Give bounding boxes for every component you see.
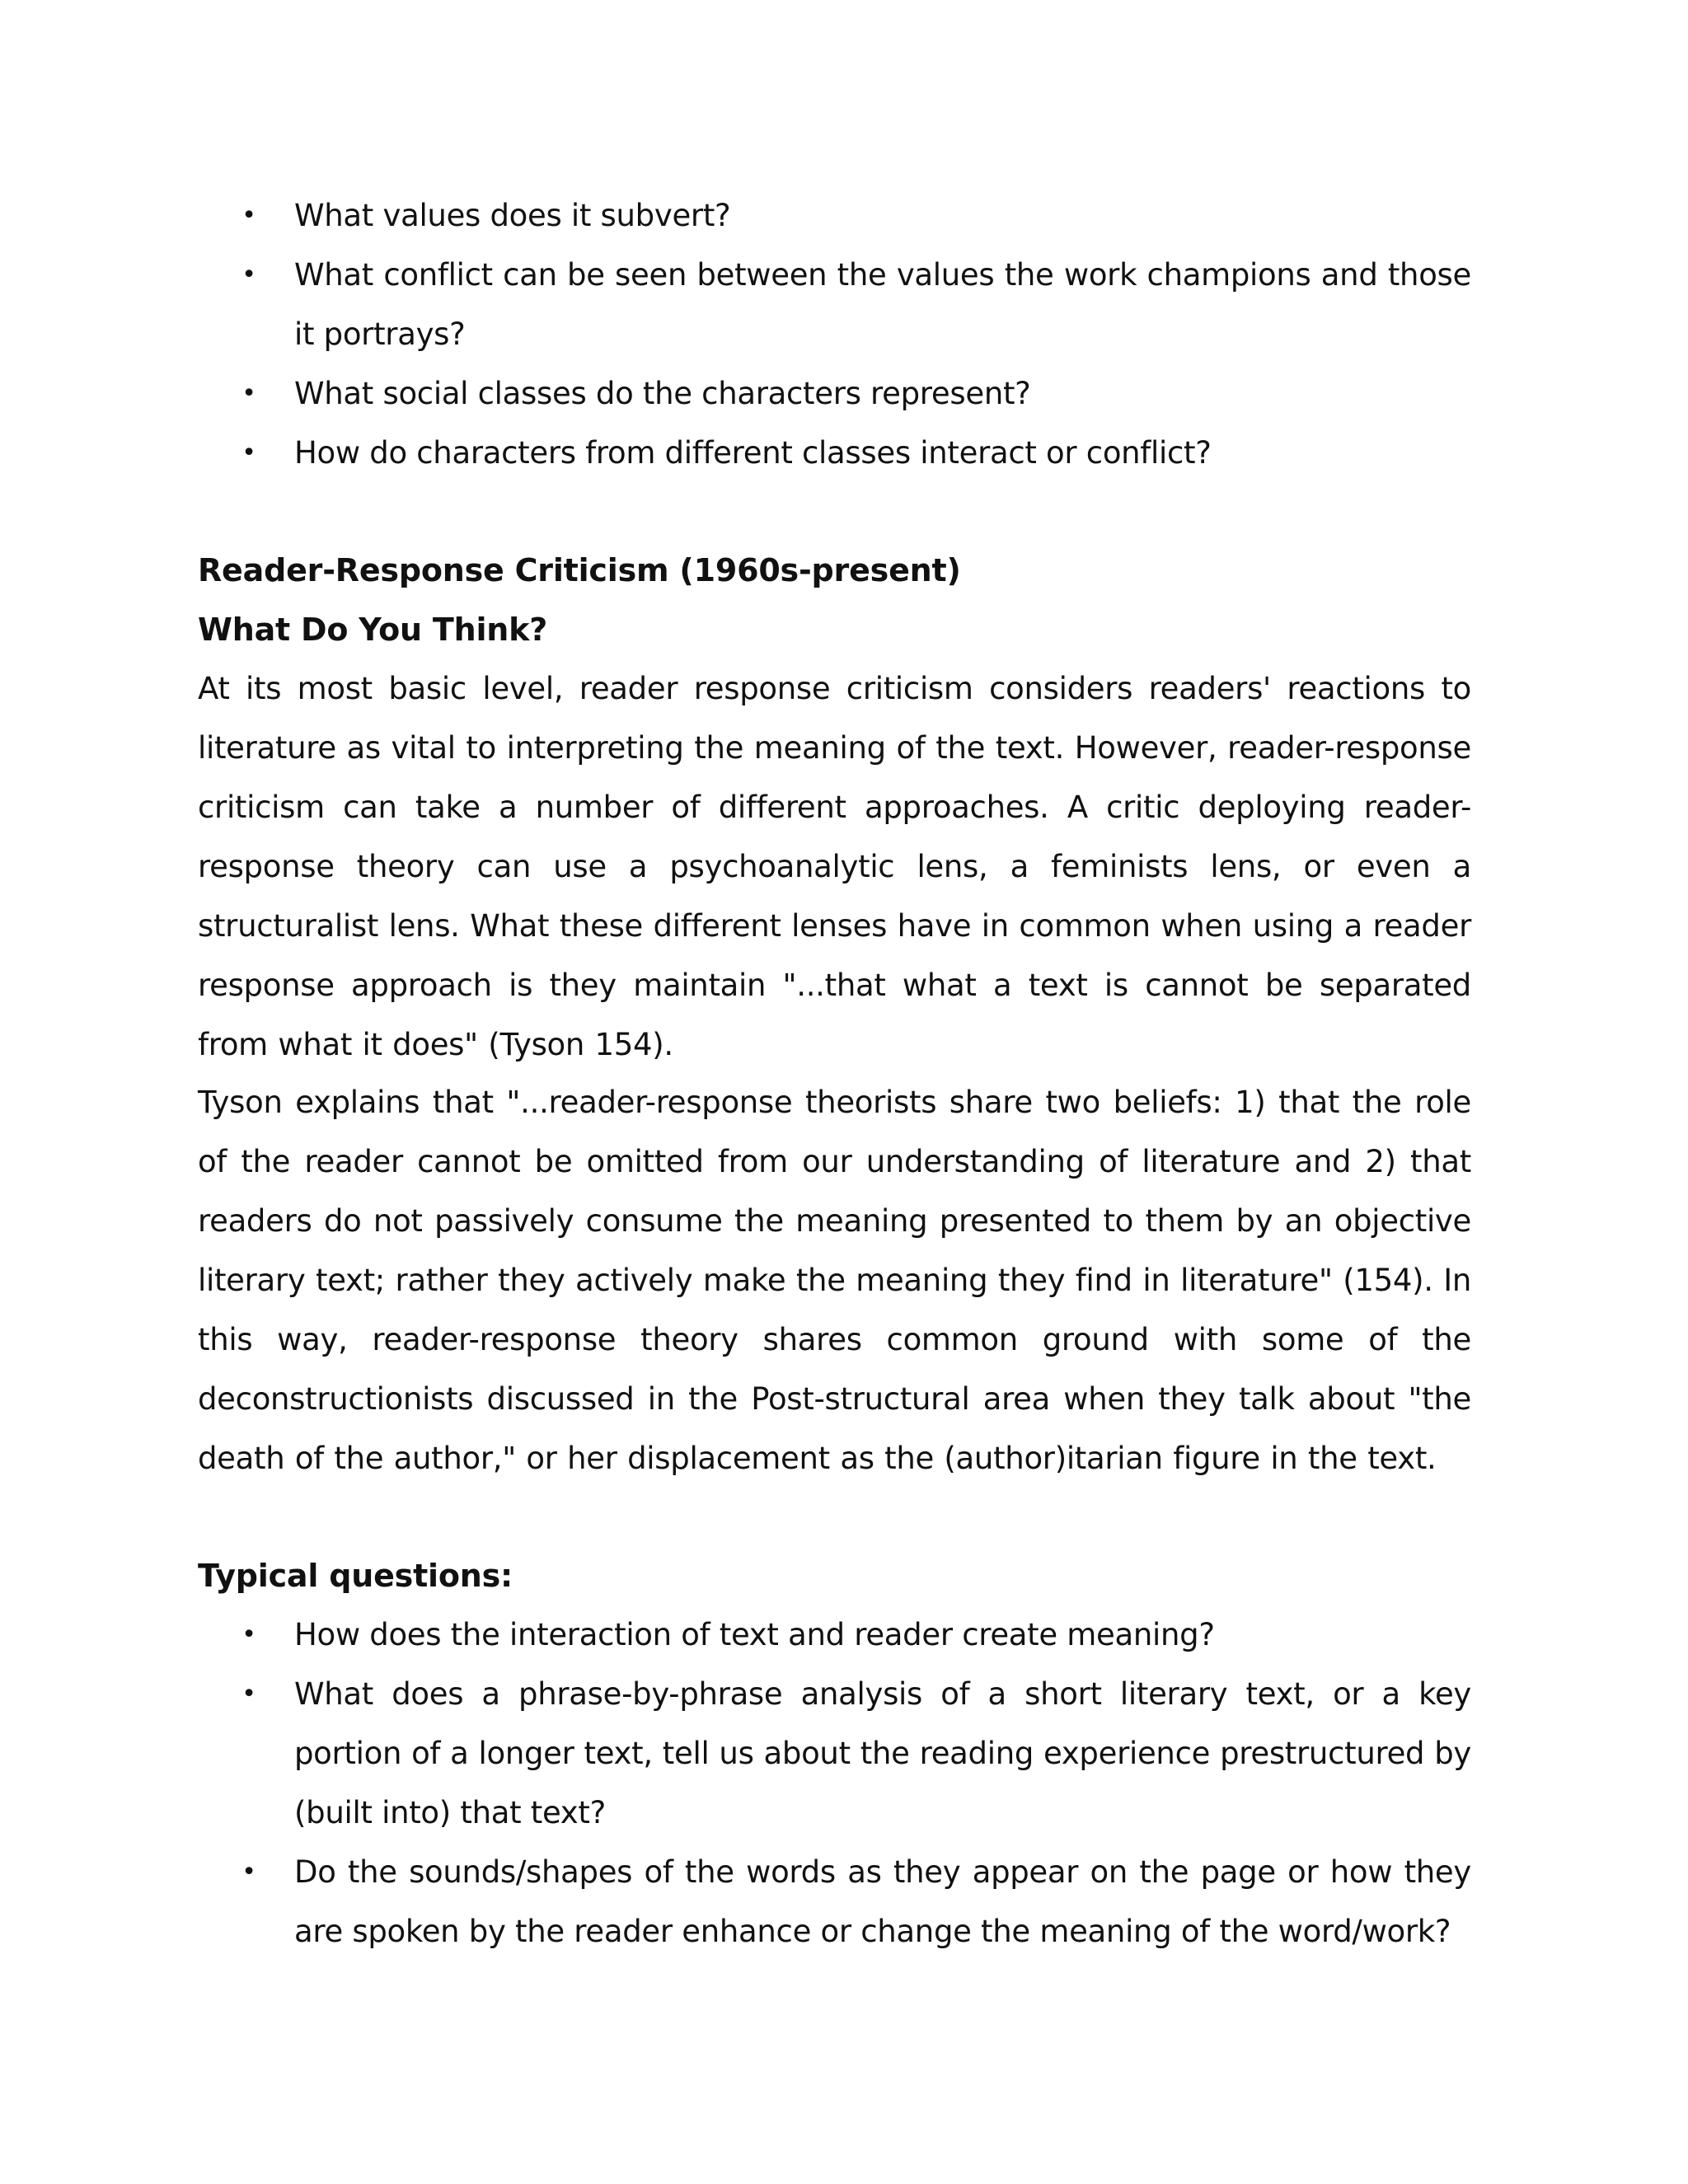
list-item [198, 246, 1471, 364]
typical-questions-block [198, 1546, 1471, 1961]
paragraph-2-block [198, 1073, 1471, 1488]
section-title: Reader-Response Criticism (1960s-present) [198, 552, 961, 588]
list-item [198, 424, 1471, 483]
list-item [198, 1605, 1471, 1665]
question-text: What conflict can be seen between the values the work champions and those it portrays? [294, 257, 1471, 352]
typical-questions-heading: Typical questions: [198, 1558, 513, 1594]
question-text: What values does it subvert? [294, 198, 731, 233]
bullet-icon: • [241, 1620, 256, 1649]
list-item [198, 1843, 1471, 1961]
list-item [198, 364, 1471, 424]
bullet-icon: • [241, 1858, 256, 1886]
top-question-list [198, 186, 1471, 483]
paragraph-1-block [198, 659, 1471, 1075]
top-question-list-block [198, 186, 1471, 483]
paragraph-2: Tyson explains that "...reader-response theorists share two beliefs: 1) that the role of the reader cannot be omitted from our understanding of literature and 2) that readers do not passively consume the meaning presented to them by an objective literary text; rather they actively make the meaning they find in literature" (154). In this way, reader-response theory shares common ground with some of the deconstructionists discussed in the Post-structural area when they talk about "the death of the author," or her displacement as the (author)itarian figure in the text. [198, 1085, 1471, 1476]
question-text: How do characters from different classes interact or conflict? [294, 435, 1212, 471]
bullet-icon: • [241, 379, 256, 408]
bullet-icon: • [241, 1680, 256, 1708]
list-item [198, 1665, 1471, 1843]
bullet-icon: • [241, 201, 256, 230]
question-text: What social classes do the characters represent? [294, 376, 1031, 411]
section-subtitle: What Do You Think? [198, 612, 548, 648]
section-heading-block [198, 541, 1471, 659]
bullet-icon: • [241, 260, 256, 289]
question-text: What does a phrase-by-phrase analysis of a short literary text, or a key portion of a longer text, tell us about the reading experience prestructured by (built into) that text? [294, 1676, 1471, 1830]
typical-question-list [198, 1605, 1471, 1961]
bullet-icon: • [241, 438, 256, 467]
paragraph-1: At its most basic level, reader response criticism considers readers' reactions to literature as vital to interpreting the meaning of the text. However, reader-response criticism can take a number of different approaches. A critic deploying reader-response theory can use a psychoanalytic lens, a feminists lens, or even a structuralist lens. What these different lenses have in common when using a reader response approach is they maintain "...that what a text is cannot be separated from what it does" (Tyson 154). [198, 671, 1471, 1062]
question-text: How does the interaction of text and reader create meaning? [294, 1617, 1215, 1652]
question-text: Do the sounds/shapes of the words as they appear on the page or how they are spoken by the reader enhance or change the meaning of the word/work? [294, 1854, 1471, 1949]
list-item [198, 186, 1471, 246]
